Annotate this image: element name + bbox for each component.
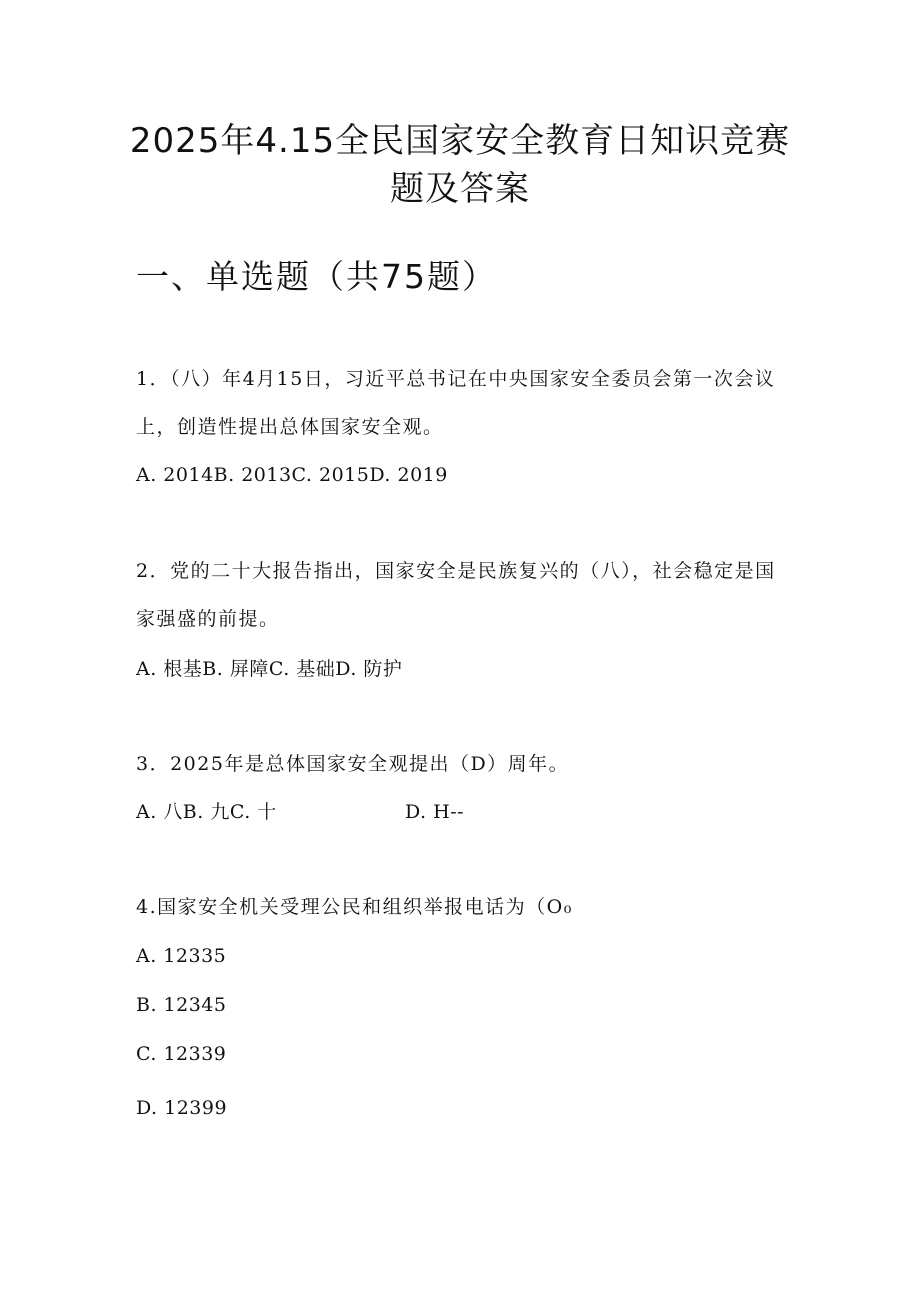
question-3-text-line-1: 3．2025年是总体国家安全观提出（D）周年。 [136, 753, 570, 775]
question-2-text-line-2: 家强盛的前提。 [136, 608, 280, 630]
question-4-option-c: C. 12339 [136, 1043, 227, 1065]
section-heading: 一、单选题（共75题） [136, 257, 497, 296]
document-title-line-1: 2025年4.15全民国家安全教育日知识竞赛 [129, 121, 791, 161]
question-4-option-a: A. 12335 [136, 945, 227, 967]
question-1-text-line-1: 1．（八）年4月15日，习近平总书记在中央国家安全委员会第一次会议 [136, 368, 776, 390]
question-4-option-d: D. 12399 [136, 1097, 228, 1119]
document-title-line-2: 题及答案 [390, 169, 530, 209]
question-2-text-line-1: 2．党的二十大报告指出，国家安全是民族复兴的（八），社会稳定是国 [136, 560, 776, 582]
question-2-options: A. 根基B. 屏障C. 基础D. 防护 [136, 658, 403, 680]
question-4-option-b: B. 12345 [136, 994, 227, 1016]
question-3-option-d: D. H-- [405, 801, 465, 823]
question-1-text-line-2: 上，创造性提出总体国家安全观。 [136, 416, 444, 438]
question-4-text-line-1: 4.国家安全机关受理公民和组织举报电话为（O₀ [136, 896, 573, 918]
question-3-options-left: A. 八B. 九C. 十 [136, 801, 277, 823]
question-1-options: A. 2014B. 2013C. 2015D. 2019 [136, 464, 448, 486]
